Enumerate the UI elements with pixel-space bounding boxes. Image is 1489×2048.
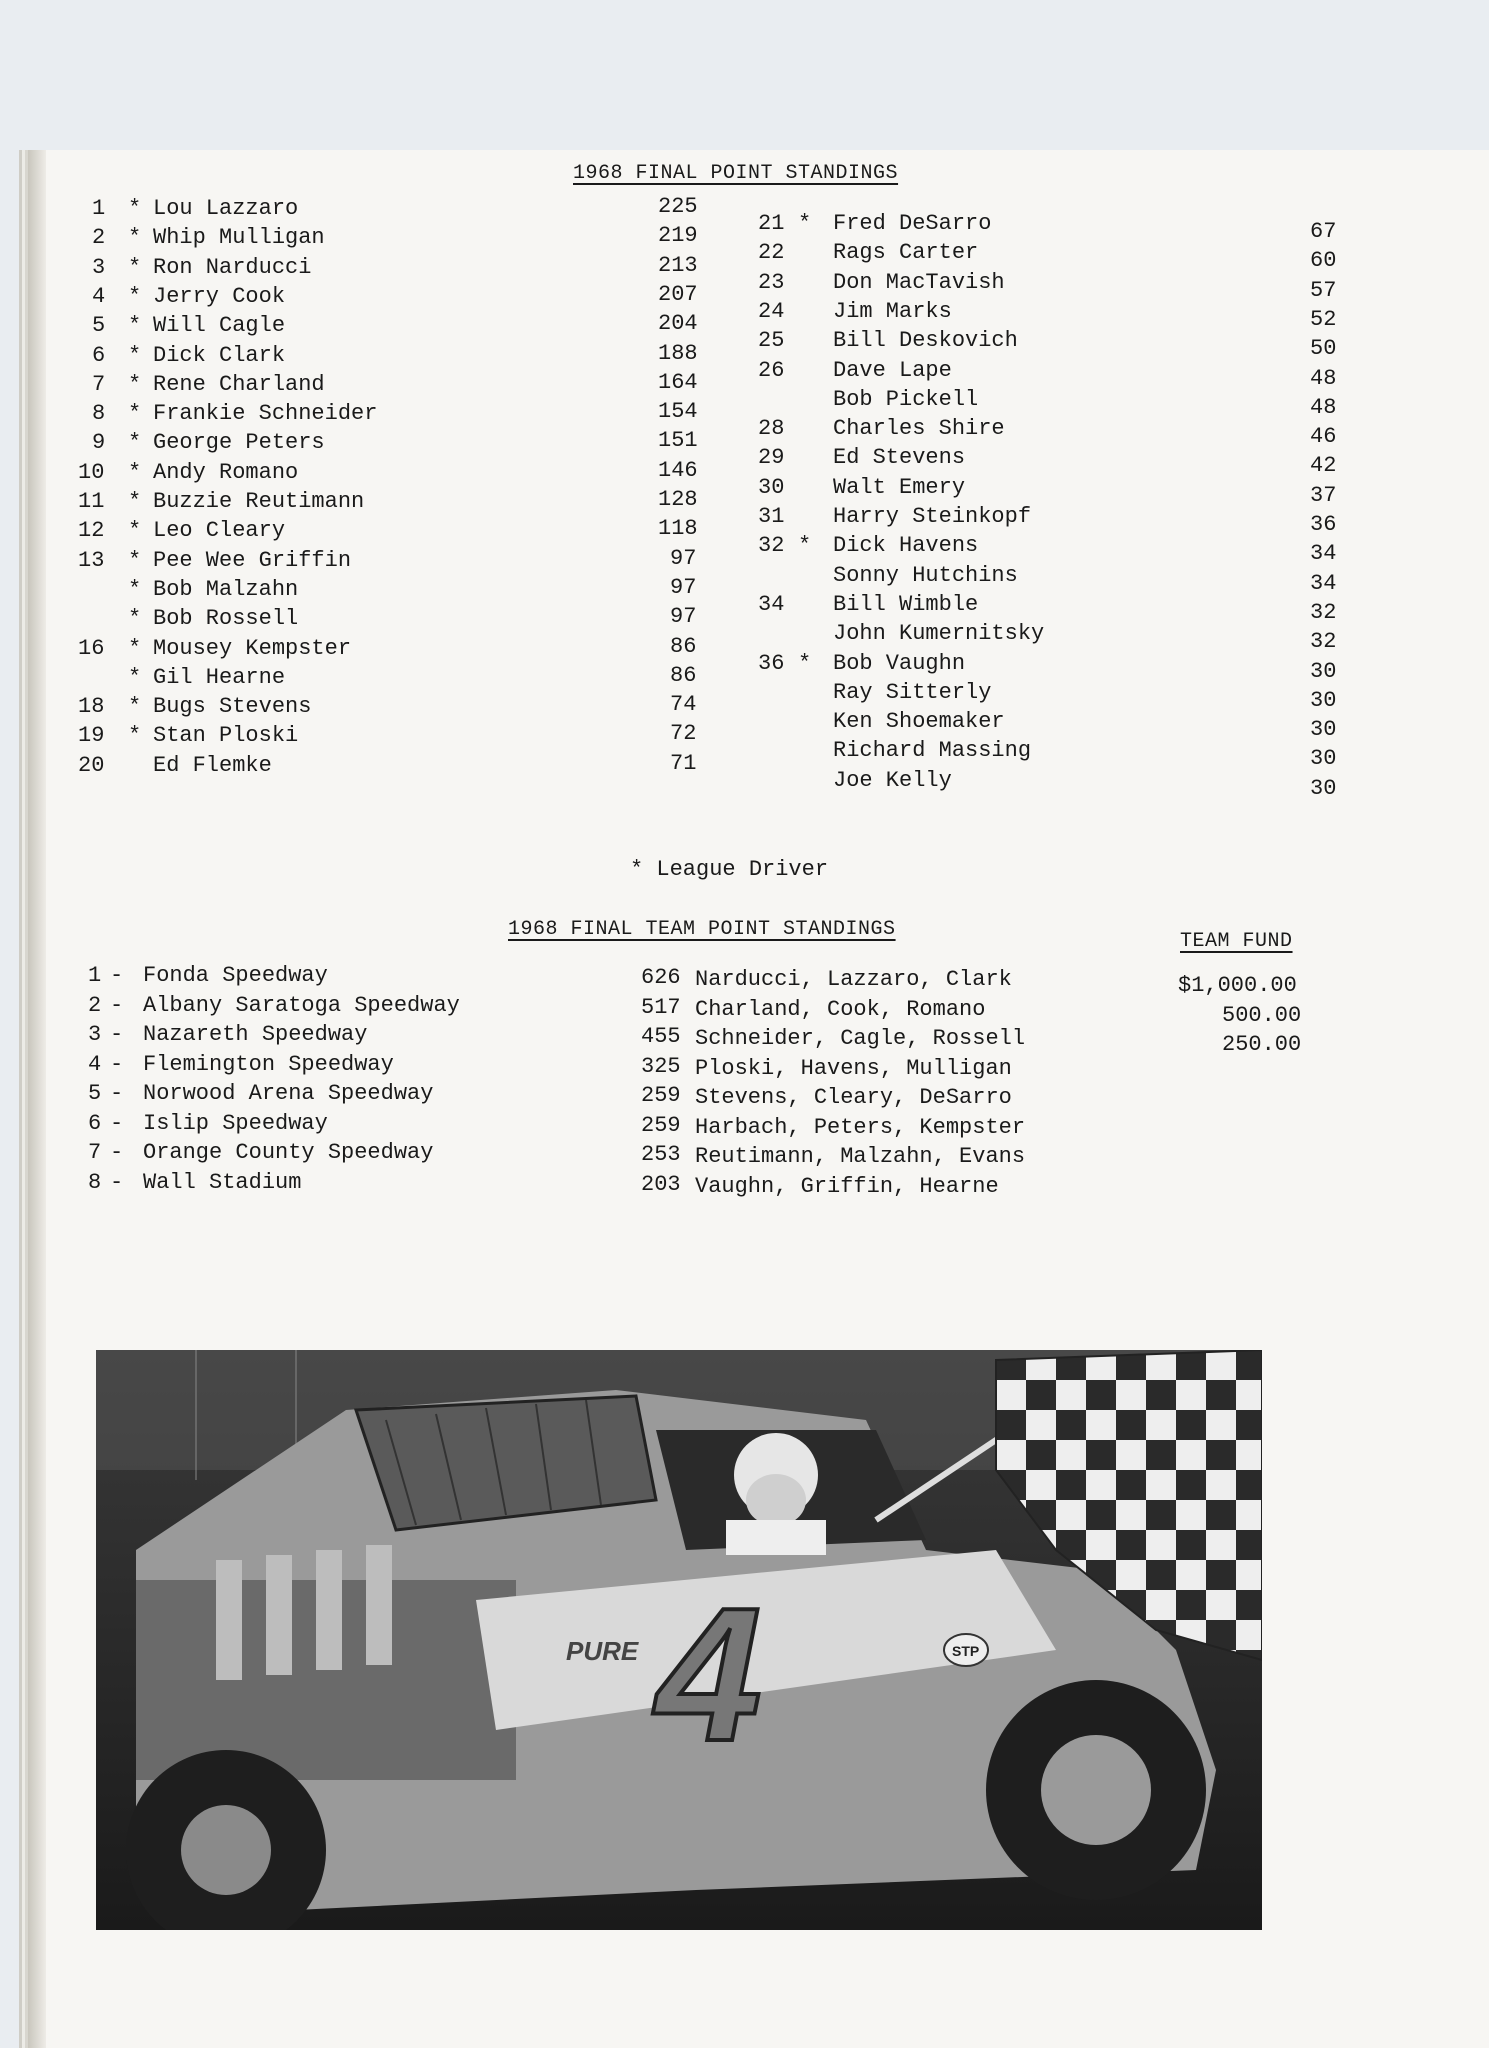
team-track: Albany Saratoga Speedway — [143, 992, 460, 1018]
team-standings-title: 1968 FINAL TEAM POINT STANDINGS — [508, 918, 896, 941]
team-track: Nazareth Speedway — [143, 1022, 368, 1047]
driver-position: 9 — [92, 430, 106, 456]
league-driver-star: * — [128, 401, 142, 427]
league-driver-star: * — [128, 547, 142, 573]
driver-points: 42 — [1310, 453, 1337, 479]
driver-points: 72 — [670, 721, 697, 747]
driver-name: Bob Malzahn — [153, 576, 299, 602]
team-points: 259 — [641, 1083, 681, 1108]
driver-points: 188 — [658, 340, 698, 366]
driver-points: 225 — [658, 194, 698, 219]
driver-points: 207 — [658, 281, 698, 307]
driver-position: 36 — [758, 650, 785, 676]
team-fund: 500.00 — [1222, 1002, 1302, 1028]
team-points: 455 — [641, 1024, 681, 1049]
driver-points: 204 — [658, 311, 698, 337]
team-fund-header: TEAM FUND — [1180, 930, 1293, 953]
driver-points: 74 — [670, 692, 697, 718]
driver-position: 18 — [78, 694, 105, 720]
team-position: 6 — [88, 1110, 102, 1136]
driver-name: George Peters — [153, 430, 325, 456]
team-drivers: Stevens, Cleary, DeSarro — [695, 1085, 1012, 1110]
team-fund: 250.00 — [1222, 1032, 1302, 1057]
driver-points: 57 — [1310, 277, 1337, 303]
driver-position: 12 — [78, 518, 105, 544]
driver-position: 6 — [92, 342, 106, 368]
driver-position: 28 — [758, 416, 785, 442]
driver-position: 24 — [758, 298, 785, 324]
league-driver-star: * — [798, 211, 812, 236]
driver-name: Sonny Hutchins — [833, 562, 1018, 588]
driver-standings-title: 1968 FINAL POINT STANDINGS — [573, 162, 899, 185]
driver-position: 20 — [78, 752, 105, 778]
driver-position: 22 — [758, 240, 785, 266]
driver-name: Ray Sitterly — [833, 679, 992, 705]
driver-points: 32 — [1310, 599, 1337, 625]
driver-position: 23 — [758, 269, 785, 295]
driver-points: 151 — [658, 428, 698, 454]
driver-position: 29 — [758, 445, 785, 471]
driver-name: Ed Stevens — [833, 445, 966, 471]
driver-name: Charles Shire — [833, 416, 1005, 442]
league-driver-star: * — [128, 254, 142, 280]
driver-name: Whip Mulligan — [153, 225, 325, 251]
team-dash: - — [110, 1081, 124, 1106]
driver-name: Rags Carter — [833, 240, 979, 266]
driver-name: Dave Lape — [833, 357, 952, 383]
driver-position: 2 — [92, 225, 106, 251]
driver-position: 1 — [92, 196, 106, 221]
team-track: Fonda Speedway — [143, 963, 328, 988]
driver-points: 30 — [1310, 775, 1337, 801]
team-fund: $1,000.00 — [1178, 973, 1297, 998]
pure-decal: PURE — [566, 1636, 639, 1666]
team-points: 259 — [641, 1112, 681, 1138]
driver-points: 86 — [670, 662, 697, 688]
driver-position: 7 — [92, 371, 106, 397]
driver-position: 10 — [78, 459, 105, 485]
driver-name: Bob Rossell — [153, 606, 299, 632]
race-winner-photo — [96, 1350, 1262, 1930]
team-drivers: Schneider, Cagle, Rossell — [695, 1026, 1026, 1051]
driver-points: 213 — [658, 252, 698, 278]
driver-points: 34 — [1310, 541, 1337, 567]
league-driver-star: * — [128, 313, 142, 339]
team-track: Norwood Arena Speedway — [143, 1081, 434, 1106]
driver-points: 50 — [1310, 336, 1337, 362]
team-track: Islip Speedway — [143, 1110, 328, 1136]
driver-points: 48 — [1310, 394, 1337, 420]
team-position: 1 — [88, 963, 102, 988]
driver-points: 36 — [1310, 512, 1337, 537]
driver-name: Leo Cleary — [153, 518, 286, 544]
driver-name: Will Cagle — [153, 313, 286, 339]
driver-points: 154 — [658, 399, 698, 425]
driver-name: John Kumernitsky — [833, 621, 1045, 647]
driver-name: Fred DeSarro — [833, 211, 992, 236]
team-dash: - — [110, 1051, 124, 1077]
driver-position: 30 — [758, 474, 785, 500]
team-position: 7 — [88, 1140, 102, 1165]
team-points: 325 — [641, 1053, 681, 1079]
driver-points: 46 — [1310, 424, 1337, 450]
driver-position: 34 — [758, 591, 785, 617]
driver-name: Bob Vaughn — [833, 650, 966, 676]
driver-points: 146 — [658, 457, 698, 483]
driver-name: Rene Charland — [153, 371, 325, 397]
driver-name: Dick Havens — [833, 533, 979, 559]
team-points: 203 — [641, 1171, 681, 1197]
team-drivers: Narducci, Lazzaro, Clark — [695, 967, 1012, 992]
driver-position: 16 — [78, 635, 105, 661]
team-drivers: Reutimann, Malzahn, Evans — [695, 1144, 1026, 1169]
driver-position: 32 — [758, 533, 785, 559]
team-dash: - — [110, 1169, 124, 1195]
driver-points: 48 — [1310, 365, 1337, 391]
driver-name: Gil Hearne — [153, 664, 286, 690]
driver-name: Bugs Stevens — [153, 694, 312, 720]
team-track: Wall Stadium — [143, 1169, 302, 1195]
team-points: 626 — [641, 965, 681, 990]
team-drivers: Vaughn, Griffin, Hearne — [695, 1173, 999, 1199]
team-position: 3 — [88, 1022, 102, 1047]
league-driver-star: * — [128, 576, 142, 602]
driver-position: 8 — [92, 401, 106, 427]
team-points: 517 — [641, 994, 681, 1020]
driver-position: 31 — [758, 504, 785, 529]
driver-name: Pee Wee Griffin — [153, 547, 352, 573]
driver-points: 164 — [658, 369, 698, 395]
driver-name: Mousey Kempster — [153, 635, 352, 661]
driver-points: 97 — [670, 574, 697, 600]
driver-points: 128 — [658, 487, 698, 512]
driver-name: Stan Ploski — [153, 723, 299, 749]
league-driver-star: * — [128, 635, 142, 661]
team-dash: - — [110, 1022, 124, 1047]
league-driver-star: * — [128, 225, 142, 251]
driver-name: Bill Wimble — [833, 591, 979, 617]
team-position: 4 — [88, 1051, 102, 1077]
team-position: 8 — [88, 1169, 102, 1195]
driver-position: 13 — [78, 547, 105, 573]
driver-points: 219 — [658, 223, 698, 249]
driver-points: 52 — [1310, 306, 1337, 332]
driver-position: 5 — [92, 313, 106, 339]
driver-name: Andy Romano — [153, 459, 299, 485]
team-dash: - — [110, 1140, 124, 1165]
car-number: 4 — [656, 1569, 762, 1781]
driver-name: Joe Kelly — [833, 767, 952, 793]
league-driver-star: * — [128, 518, 142, 544]
stp-decal: STP — [952, 1643, 980, 1659]
driver-name: Buzzie Reutimann — [153, 489, 365, 514]
driver-name: Bill Deskovich — [833, 328, 1018, 354]
driver-points: 86 — [670, 633, 697, 659]
driver-position: 19 — [78, 723, 105, 749]
team-position: 5 — [88, 1081, 102, 1106]
driver-name: Ken Shoemaker — [833, 709, 1005, 735]
driver-name: Frankie Schneider — [153, 401, 378, 427]
race-car-illustration — [96, 1350, 1262, 1930]
league-driver-star: * — [128, 196, 142, 221]
team-dash: - — [110, 1110, 124, 1136]
page-binding-edge — [28, 150, 46, 2048]
team-drivers: Harbach, Peters, Kempster — [695, 1114, 1026, 1140]
driver-points: 30 — [1310, 658, 1337, 684]
driver-points: 71 — [670, 750, 697, 776]
driver-name: Richard Massing — [833, 738, 1032, 764]
team-position: 2 — [88, 992, 102, 1018]
driver-points: 60 — [1310, 248, 1337, 274]
driver-points: 30 — [1310, 746, 1337, 772]
league-driver-star: * — [128, 694, 142, 720]
league-driver-footnote: * League Driver — [630, 857, 829, 882]
driver-points: 30 — [1310, 717, 1337, 743]
team-track: Flemington Speedway — [143, 1051, 394, 1077]
driver-name: Ron Narducci — [153, 254, 312, 280]
team-dash: - — [110, 963, 124, 988]
driver-points: 97 — [670, 545, 697, 571]
driver-name: Harry Steinkopf — [833, 504, 1032, 529]
league-driver-star: * — [128, 606, 142, 632]
team-track: Orange County Speedway — [143, 1140, 434, 1165]
league-driver-star: * — [128, 430, 142, 456]
league-driver-star: * — [128, 489, 142, 514]
driver-position: 21 — [758, 211, 785, 236]
driver-points: 97 — [670, 604, 697, 630]
driver-points: 34 — [1310, 570, 1337, 596]
team-points: 253 — [641, 1142, 681, 1167]
league-driver-star: * — [798, 650, 812, 676]
driver-position: 11 — [78, 489, 105, 514]
league-driver-star: * — [128, 371, 142, 397]
driver-position: 3 — [92, 254, 106, 280]
team-drivers: Charland, Cook, Romano — [695, 996, 986, 1022]
team-dash: - — [110, 992, 124, 1018]
league-driver-star: * — [128, 342, 142, 368]
league-driver-star: * — [128, 664, 142, 690]
league-driver-star: * — [128, 283, 142, 309]
driver-position: 26 — [758, 357, 785, 383]
driver-points: 30 — [1310, 687, 1337, 713]
driver-name: Lou Lazzaro — [153, 196, 299, 221]
driver-points: 32 — [1310, 629, 1337, 655]
driver-name: Jerry Cook — [153, 283, 286, 309]
driver-points: 67 — [1310, 219, 1337, 244]
driver-name: Ed Flemke — [153, 752, 272, 778]
league-driver-star: * — [798, 533, 812, 559]
league-driver-star: * — [128, 459, 142, 485]
driver-name: Don MacTavish — [833, 269, 1005, 295]
driver-name: Dick Clark — [153, 342, 286, 368]
league-driver-star: * — [128, 723, 142, 749]
driver-points: 118 — [658, 516, 698, 542]
driver-position: 25 — [758, 328, 785, 354]
driver-position: 4 — [92, 283, 106, 309]
driver-name: Walt Emery — [833, 474, 966, 500]
team-drivers: Ploski, Havens, Mulligan — [695, 1055, 1012, 1081]
driver-name: Bob Pickell — [833, 386, 979, 412]
driver-points: 37 — [1310, 482, 1337, 508]
driver-name: Jim Marks — [833, 298, 952, 324]
